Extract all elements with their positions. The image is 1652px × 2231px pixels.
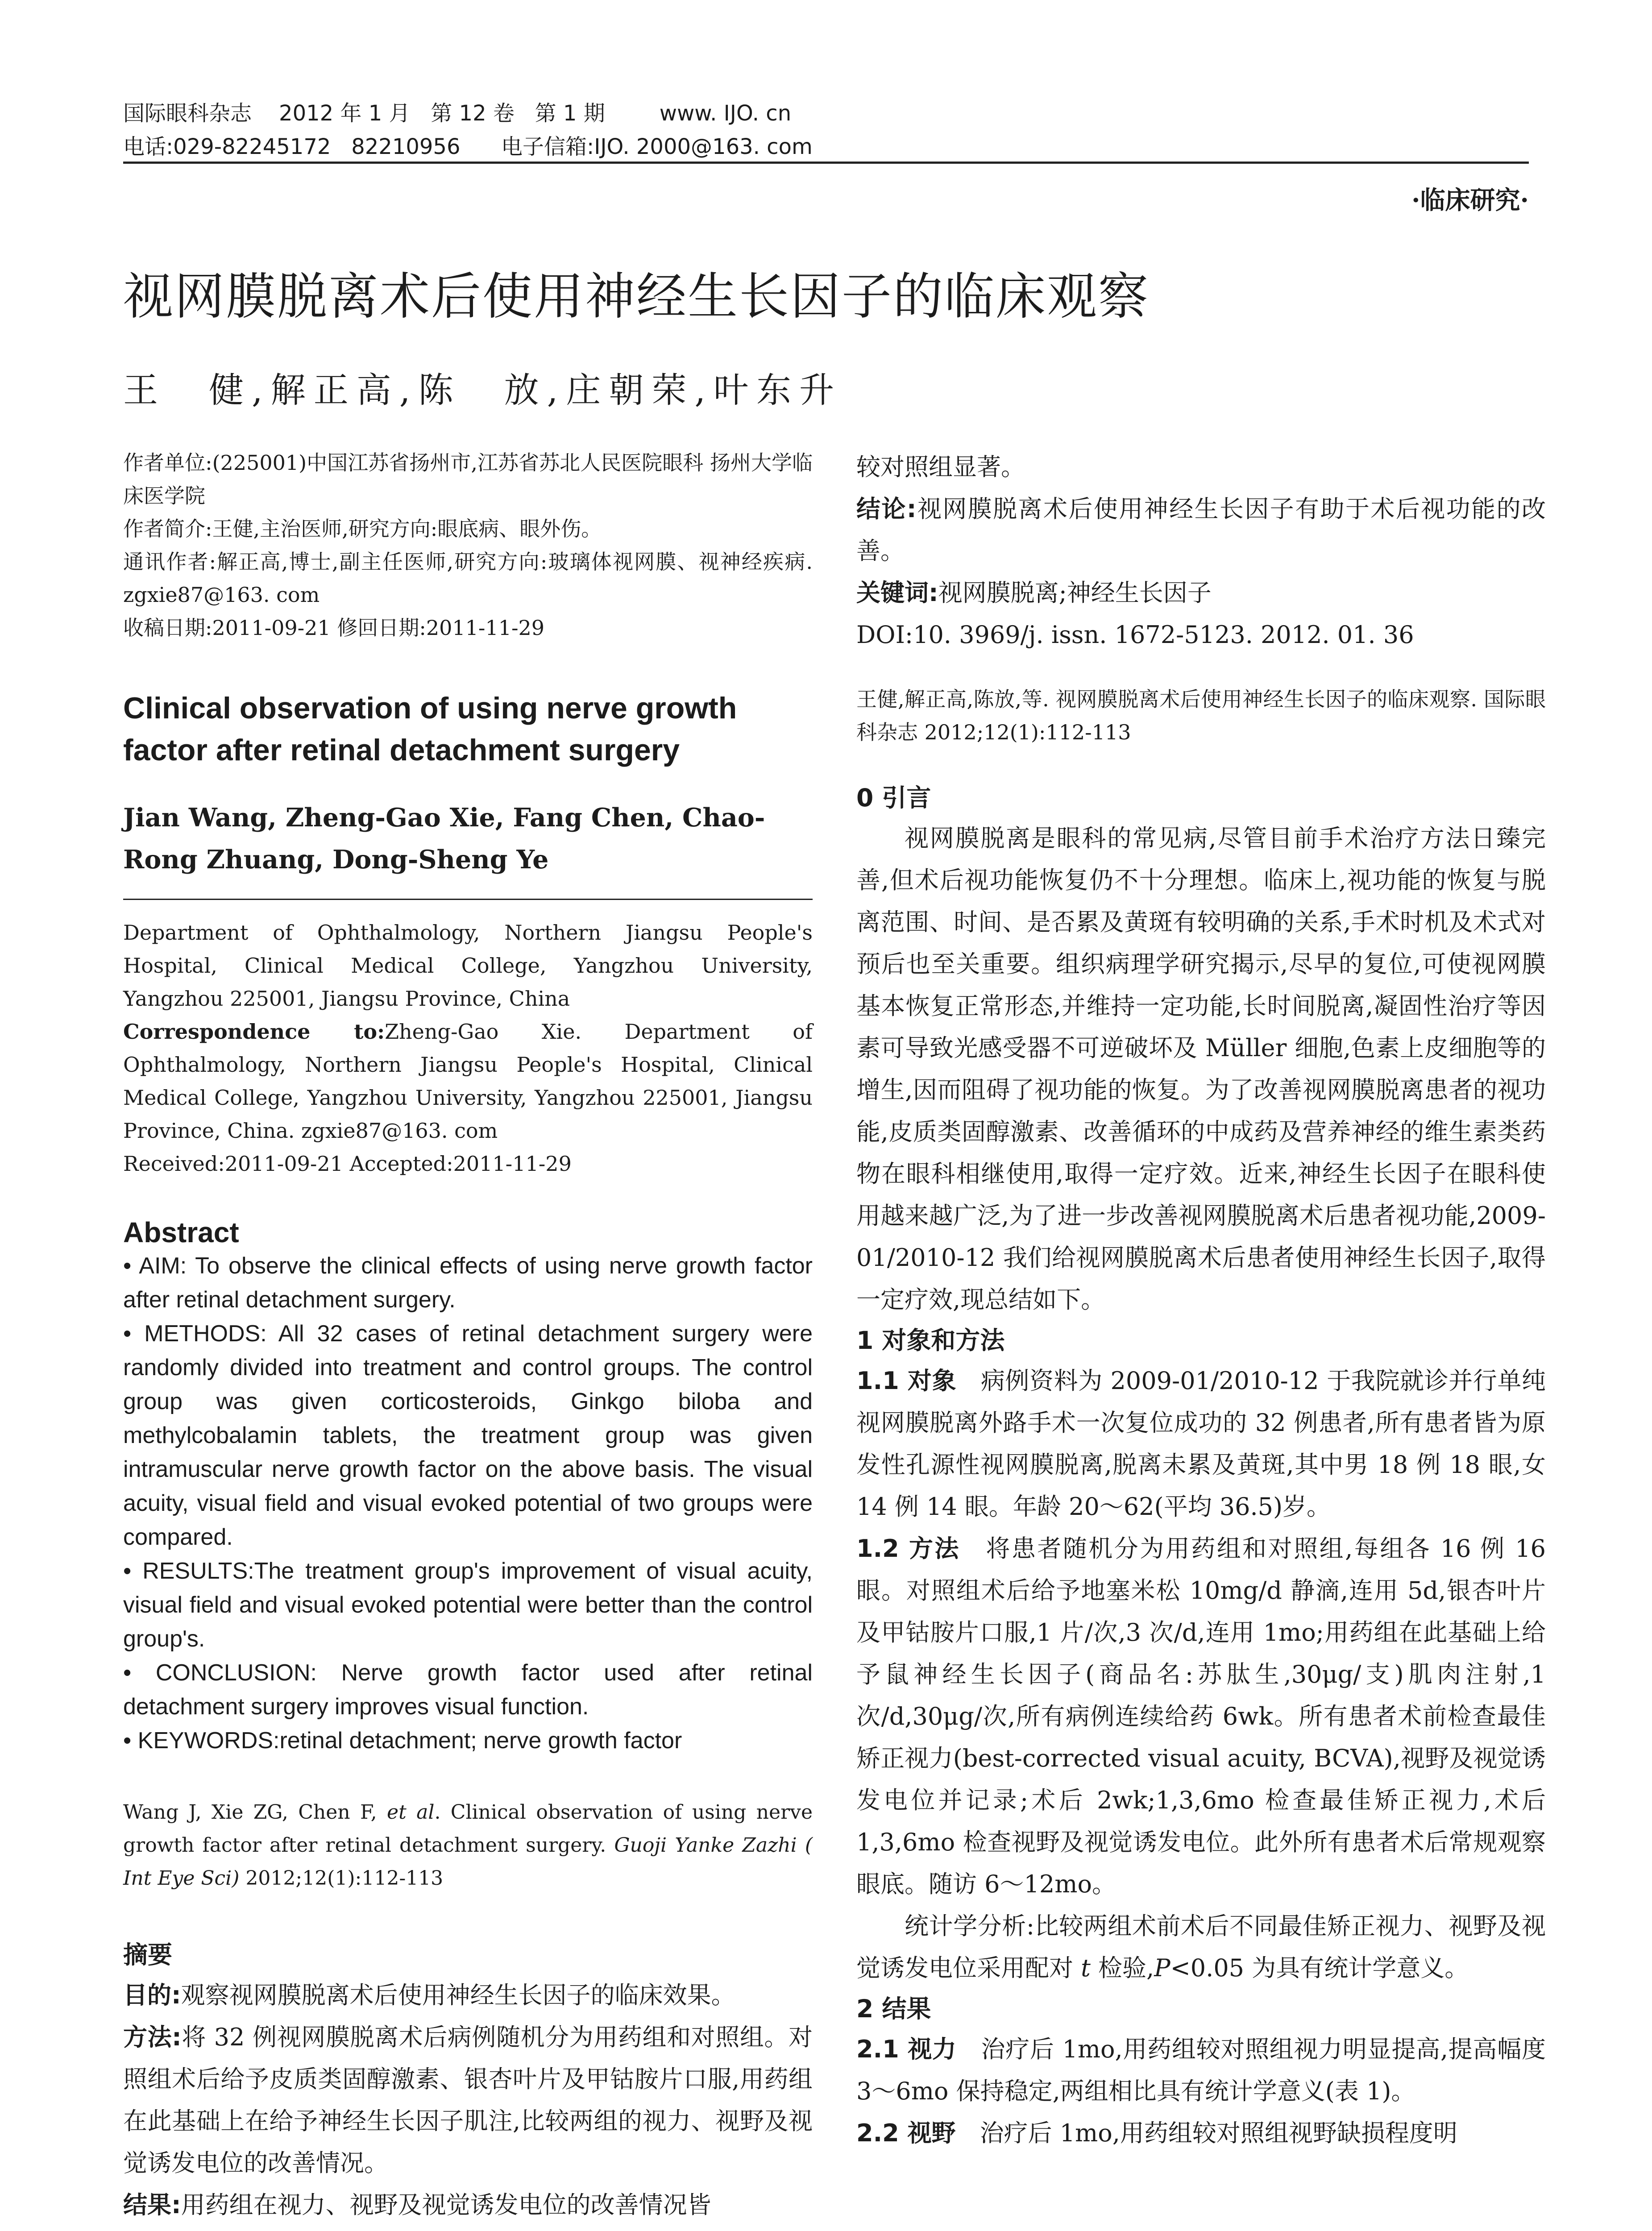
zh-keywords (856, 572, 1546, 614)
zh-methods-label: 方法: (123, 2023, 182, 2051)
zh-keywords-text: 视网膜脱离;神经生长因子 (938, 579, 1212, 607)
authors-en: Jian Wang, Zheng-Gao Xie, Fang Chen, Chao-Rong Zhuang, Dong-Sheng Ye (123, 803, 765, 875)
citation-en-title: . Clinical observation of using nerve growth factor after retinal detachment surgery. (123, 1801, 813, 1857)
section-1-2 (856, 1528, 1546, 1905)
stats-t: t (1081, 1954, 1091, 1982)
journal-info: 国际眼科杂志 2012 年 1 月 第 12 卷 第 1 期 www. IJO. cn (123, 101, 792, 126)
stats-p: P (1154, 1954, 1171, 1982)
correspondence-label: Correspondence to: (123, 1020, 385, 1044)
citation-en-etal: et al (387, 1801, 435, 1824)
section-1-2-text: 将患者随机分为用药组和对照组,每组各 16 例 16 眼。对照组术后给予地塞米松 10mg/d 静滴,连用 5d,银杏叶片及甲钴胺片口服,1 片/次,3 次/d,连用 1mo;用药组在此基础上给予鼠神经生长因子(商品名:苏肽生,30μg/支)肌肉注射,1 次/d,30μg/次,所有病例连续给药 6wk。所有患者术前检查最佳矫正视力(best-corrected visual acuity, BCVA),视野及视觉诱发电位并记录;术后 2wk;1,3,6mo 检查最佳矫正视力,术后 1,3,6mo 检查视野及视觉诱发电位。此外所有患者术后常规观察眼底。随访 6～12mo。 (856, 1534, 1546, 1898)
abstract-aim: • AIM: To observe the clinical effects of using nerve growth factor after retinal detachment surgery. (123, 1253, 813, 1313)
received-date-zh: 收稿日期:2011-09-21 修回日期:2011-11-29 (123, 616, 545, 640)
zh-objective-text: 观察视网膜脱离术后使用神经生长因子的临床效果。 (181, 1981, 735, 2009)
zh-abstract-heading: 摘要 (123, 1941, 173, 1969)
citation-en-authors: Wang J, Xie ZG, Chen F, (123, 1801, 387, 1824)
section-label: ·临床研究· (1411, 186, 1529, 215)
section-2-1-label: 2.1 视力 (856, 2035, 957, 2063)
zh-objective-label: 目的: (123, 1981, 181, 2009)
zh-methods (123, 2016, 813, 2184)
section-1-1-label: 1.1 对象 (856, 1367, 957, 1395)
citation-en (123, 1796, 813, 1895)
section-1-1 (856, 1360, 1546, 1528)
section-1-heading: 1 对象和方法 (856, 1326, 1005, 1355)
authors-zh: 王 健,解正高,陈 放,庄朝荣,叶东升 (123, 370, 843, 411)
zh-results-label: 结果: (123, 2191, 181, 2219)
zh-objective (123, 1974, 813, 2016)
abstract-keywords: • KEYWORDS:retinal detachment; nerve growth factor (123, 1728, 682, 1754)
zh-conclusion-text: 视网膜脱离术后使用神经生长因子有助于术后视功能的改善。 (856, 495, 1546, 565)
zh-conclusion (856, 488, 1546, 572)
zh-keywords-label: 关键词: (856, 579, 938, 607)
abstract-methods: • METHODS: All 32 cases of retinal detachment surgery were randomly divided into treatment and control groups. The control group was given corticosteroids, Ginkgo biloba and methylcobalamin tablets, the treatment group was given intramuscular nerve growth factor on the above basis. The visual acuity, visual field and visual evoked potential of two groups were compared. (123, 1321, 813, 1550)
right-column (856, 446, 1546, 2154)
abstract-results: • RESULTS:The treatment group's improvement of visual acuity, visual field and visual evoked potential were better than the control group's. (123, 1558, 813, 1652)
section-1-1-text: 病例资料为 2009-01/2010-12 于我院就诊并行单纯视网膜脱离外路手术一次复位成功的 32 例患者,所有患者皆为原发性孔源性视网膜脱离,脱离未累及黄斑,其中男 18 例 18 眼,女 14 例 14 眼。年龄 20～62(平均 36.5)岁。 (856, 1367, 1546, 1521)
stats-text-3: <0.05 为具有统计学意义。 (1170, 1954, 1469, 1982)
citation-en-journal: Guoji Yanke Zazhi ( Int Eye Sci) (123, 1834, 813, 1890)
left-column (123, 446, 813, 2226)
author-bio-zh: 作者简介:王健,主治医师,研究方向:眼底病、眼外伤。 (123, 517, 602, 541)
abstract-heading: Abstract (123, 1216, 239, 1248)
zh-results-continued: 较对照组显著。 (856, 453, 1025, 481)
statistics-paragraph (856, 1905, 1546, 1989)
affiliation-en: Department of Ophthalmology, Northern Jiangsu People's Hospital, Clinical Medical College, Yangzhou University, Yangzhou 225001, Jiangsu Province, China (123, 921, 813, 1011)
section-1-2-label: 1.2 方法 (856, 1534, 960, 1563)
header-rule (123, 162, 1529, 164)
section-2-1 (856, 2028, 1546, 2112)
stats-text-2: 检验, (1090, 1954, 1154, 1982)
doi: DOI:10. 3969/j. issn. 1672-5123. 2012. 01. 36 (856, 621, 1414, 649)
intro-heading: 0 引言 (856, 784, 931, 812)
zh-conclusion-label: 结论: (856, 495, 917, 523)
citation-en-volume: 2012;12(1):112-113 (239, 1867, 444, 1890)
intro-paragraph: 视网膜脱离是眼科的常见病,尽管目前手术治疗方法日臻完善,但术后视功能恢复仍不十分理想。临床上,视功能的恢复与脱离范围、时间、是否累及黄斑有较明确的关系,手术时机及术式对预后也至关重要。组织病理学研究揭示,尽早的复位,可使视网膜基本恢复正常形态,并维持一定功能,长时间脱离,凝固性治疗等因素可导致光感受器不可逆破坏及 Müller 细胞,色素上皮细胞等的增生,因而阻碍了视功能的恢复。为了改善视网膜脱离患者的视功能,皮质类固醇激素、改善循环的中成药及营养神经的维生素类药物在眼科相继使用,取得一定疗效。近来,神经生长因子在眼科使用越来越广泛,为了进一步改善视网膜脱离术后患者视功能,2009-01/2010-12 我们给视网膜脱离术后患者使用神经生长因子,取得一定疗效,现总结如下。 (856, 824, 1546, 1314)
section-2-2 (856, 2112, 1546, 2154)
citation-zh: 王健,解正高,陈放,等. 视网膜脱离术后使用神经生长因子的临床观察. 国际眼科杂志 2012;12(1):112-113 (856, 687, 1546, 744)
zh-results-text: 用药组在视力、视野及视觉诱发电位的改善情况皆 (181, 2191, 711, 2219)
correspondence-text: Zheng-Gao Xie. Department of Ophthalmology, Northern Jiangsu People's Hospital, Clinical Medical College, Yangzhou University, Yangzhou 225001, Jiangsu Province, China. zgxie87@163. com (123, 1020, 813, 1143)
section-2-2-text: 治疗后 1mo,用药组较对照组视野缺损程度明 (980, 2119, 1457, 2147)
stats-text-1: 统计学分析:比较两组术前术后不同最佳矫正视力、视野及视觉诱发电位采用配对 (856, 1912, 1546, 1982)
article-title-en: Clinical observation of using nerve growth factor after retinal detachment surgery (123, 691, 737, 767)
received-accepted-en: Received:2011-09-21 Accepted:2011-11-29 (123, 1152, 572, 1176)
zh-methods-text: 将 32 例视网膜脱离术后病例随机分为用药组和对照组。对照组术后给予皮质类固醇激素、银杏叶片及甲钴胺片口服,用药组在此基础上在给予神经生长因子肌注,比较两组的视力、视野及视觉诱发电位的改善情况。 (123, 2023, 813, 2177)
section-2-2-label: 2.2 视野 (856, 2119, 956, 2147)
contact-info: 电话:029-82245172 82210956 电子信箱:IJO. 2000@163. com (123, 134, 813, 159)
corresponding-author-zh: 通讯作者:解正高,博士,副主任医师,研究方向:玻璃体视网膜、视神经疾病. zgxie87@163. com (123, 550, 813, 607)
abstract-conclusion: • CONCLUSION: Nerve growth factor used after retinal detachment surgery improves visual function. (123, 1660, 813, 1720)
article-title-zh: 视网膜脱离术后使用神经生长因子的临床观察 (123, 268, 1150, 326)
section-2-1-text: 治疗后 1mo,用药组较对照组视力明显提高,提高幅度 3～6mo 保持稳定,两组相比具有统计学意义(表 1)。 (856, 2035, 1546, 2105)
correspondence-en (123, 1015, 813, 1147)
zh-results (123, 2184, 813, 2226)
section-2-heading: 2 结果 (856, 1995, 931, 2023)
author-affiliation-zh: 作者单位:(225001)中国江苏省扬州市,江苏省苏北人民医院眼科 扬州大学临床医学院 (123, 451, 813, 508)
